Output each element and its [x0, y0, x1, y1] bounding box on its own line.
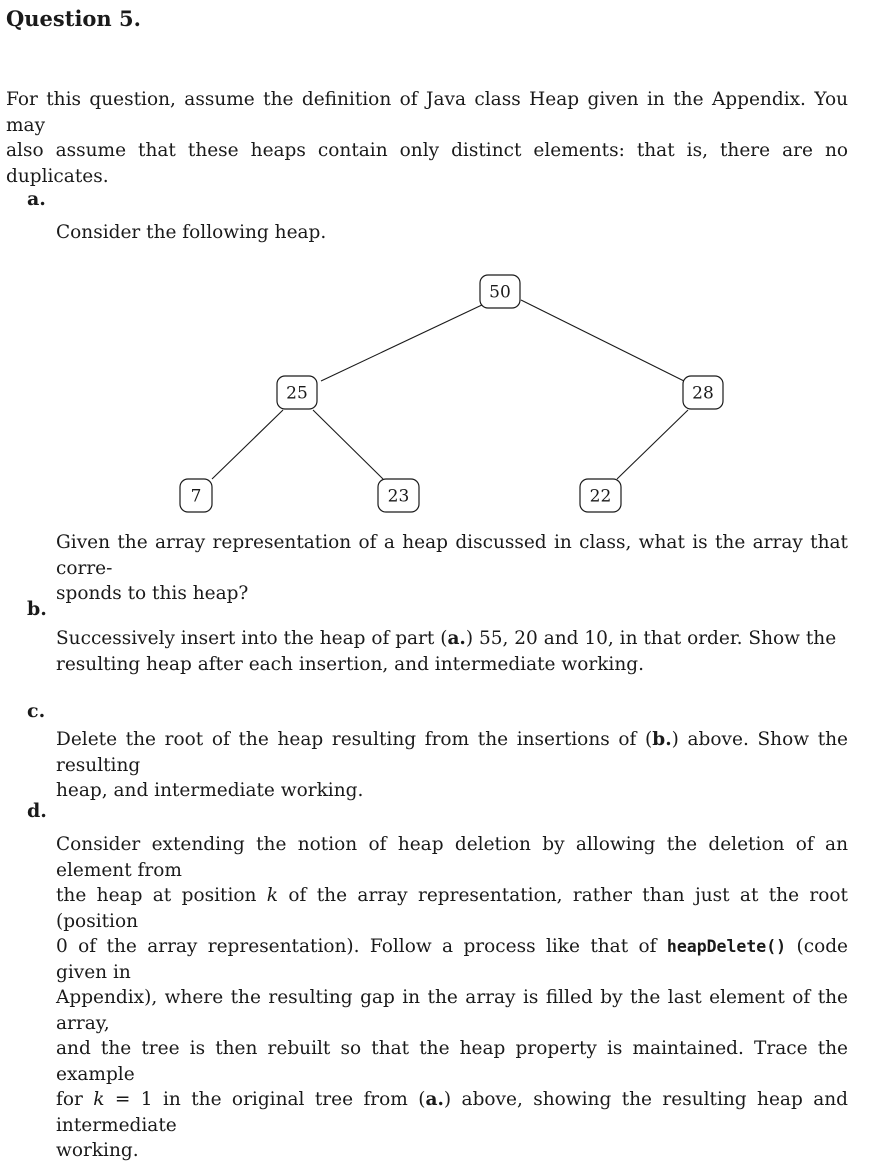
part-c-line-2: heap, and intermediate working.: [56, 780, 364, 801]
part-d-line-3: 0 of the array representation). Follow a process like that of heapDelete() (code given in: [56, 936, 848, 983]
part-d-line-4: Appendix), where the resulting gap in the array is filled by the last element of the array,: [56, 987, 848, 1034]
part-a-label: a.: [27, 188, 46, 210]
part-a-question: [56, 530, 848, 607]
part-d-line-5: and the tree is then rebuilt so that the heap property is maintained. Trace the example: [56, 1038, 848, 1085]
heap-node-left-value: 25: [286, 383, 308, 404]
part-d-ref: a.: [425, 1089, 444, 1110]
part-c-ref: b.: [652, 729, 672, 750]
part-d-text: [56, 832, 848, 1164]
edge-28-22: [617, 410, 688, 479]
var-k: k: [266, 885, 279, 906]
part-d-line-7: working.: [56, 1140, 139, 1161]
part-c-text: [56, 727, 848, 804]
intro-line-1: For this question, assume the definition of Java class Heap given in the Appendix. You may: [6, 89, 848, 136]
part-b-text: [56, 626, 848, 677]
heap-node-left-right: [378, 479, 419, 512]
heap-node-right-value: 28: [692, 383, 714, 404]
part-c-label: c.: [27, 700, 46, 722]
heap-node-right-left-value: 22: [589, 486, 612, 507]
heap-node-left-left-value: 7: [190, 486, 202, 507]
edge-50-28: [521, 300, 684, 381]
heap-node-root-value: 50: [489, 282, 511, 303]
intro-line-2: also assume that these heaps contain only distinct elements: that is, there are no duplicates.: [6, 140, 848, 187]
part-b-label: b.: [27, 598, 47, 620]
part-d-line-1: Consider extending the notion of heap deletion by allowing the deletion of an element from: [56, 834, 848, 881]
part-d-line-2: the heap at position k of the array representation, rather than just at the root (position: [56, 885, 848, 932]
part-a-question-line-2: sponds to this heap?: [56, 583, 249, 604]
part-c-line-1: Delete the root of the heap resulting from the insertions of (b.) above. Show the resulting: [56, 729, 848, 776]
edge-25-7: [212, 410, 283, 479]
heap-node-right: [683, 376, 723, 409]
part-b-line-2: resulting heap after each insertion, and intermediate working.: [56, 653, 644, 675]
question-heading: Question 5.: [6, 6, 141, 31]
heap-node-root: [480, 275, 520, 308]
var-k-eq: k: [93, 1089, 105, 1110]
heap-node-left: [277, 376, 317, 409]
heap-delete-code: heapDelete(): [666, 937, 787, 956]
part-d-label: d.: [27, 800, 47, 822]
part-a-question-line-1: Given the array representation of a heap discussed in class, what is the array that corre-: [56, 532, 848, 579]
edge-25-23: [313, 410, 383, 479]
part-d-line-6: for k = 1 in the original tree from (a.) above, showing the resulting heap and intermediate: [56, 1089, 848, 1136]
heap-node-left-left: [180, 479, 212, 512]
heap-node-left-right-value: 23: [387, 486, 410, 507]
part-a-lead: Consider the following heap.: [56, 222, 327, 243]
part-b-ref: a.: [447, 628, 466, 649]
heap-node-right-left: [580, 479, 621, 512]
edge-50-25: [321, 304, 484, 381]
part-b-line-1: Successively insert into the heap of part (a.) 55, 20 and 10, in that order. Show the: [56, 628, 837, 649]
